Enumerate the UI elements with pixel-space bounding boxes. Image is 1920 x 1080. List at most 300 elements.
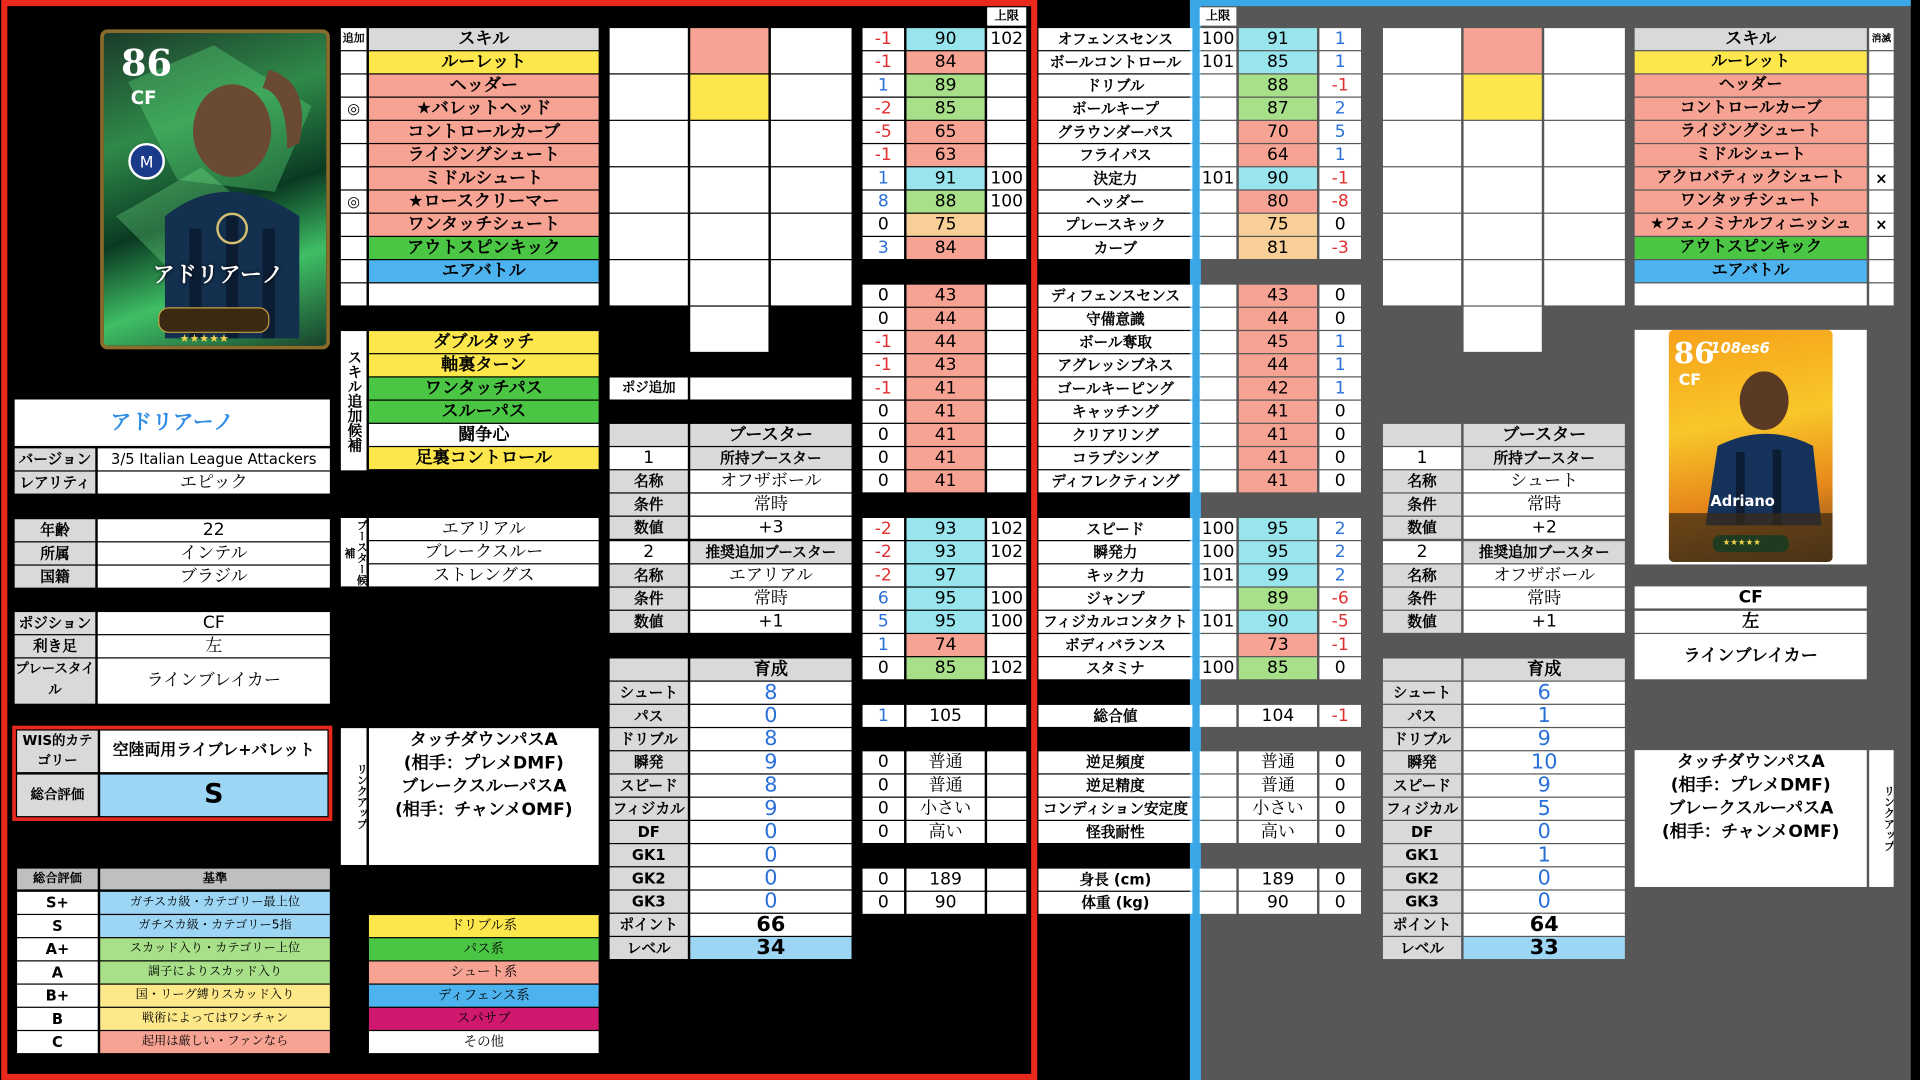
train-value: 0 xyxy=(1464,867,1625,889)
booster-label: 名称 xyxy=(1383,564,1461,586)
booster-cond: 常時 xyxy=(1464,494,1625,516)
left-cap: 102 xyxy=(987,541,1026,563)
left-cap xyxy=(987,892,1026,914)
train-value: 6 xyxy=(1464,682,1625,704)
stat-name: 身長 (cm) xyxy=(1038,869,1192,891)
right-value: 41 xyxy=(1239,424,1317,446)
left-value: 90 xyxy=(907,892,985,914)
booster-label: 数値 xyxy=(1383,611,1461,633)
skill-cand-label: スキル追加候補 xyxy=(341,331,367,470)
right-value: 89 xyxy=(1239,588,1317,610)
booster-candidate: ブレークスルー xyxy=(369,541,599,563)
right-value: 44 xyxy=(1239,308,1317,330)
left-value: 41 xyxy=(907,401,985,423)
grid-cell xyxy=(1544,167,1625,212)
right-diff: 0 xyxy=(1319,424,1361,446)
right-cap xyxy=(1200,470,1237,492)
legend-head: 総合評価 xyxy=(17,869,98,890)
info-label: 年齢 xyxy=(15,519,96,541)
left-player-card xyxy=(100,29,330,349)
grid-cell xyxy=(771,214,852,259)
train-label: GK3 xyxy=(1383,891,1461,913)
right-diff: 0 xyxy=(1319,401,1361,423)
right-cap xyxy=(1200,588,1237,610)
right-link-text: タッチダウンパスA (相手：プレメDMF) ブレークスルーパスA (相手：チャンメOMF) xyxy=(1635,750,1867,887)
right-value: 70 xyxy=(1239,121,1317,143)
train-label: GK3 xyxy=(610,891,688,913)
right-value: 43 xyxy=(1239,285,1317,307)
overall-label: 総合評価 xyxy=(17,775,98,817)
train-label: DF xyxy=(1383,821,1461,843)
left-cap xyxy=(987,144,1026,166)
color-legend-item: スパサブ xyxy=(369,1008,599,1030)
right-skill-remove xyxy=(1869,51,1893,73)
booster-title: 推奨追加ブースター xyxy=(1464,541,1625,563)
info-label: レアリティ xyxy=(15,472,96,494)
left-value: 41 xyxy=(907,447,985,469)
stat-name: ボールキープ xyxy=(1038,98,1192,120)
right-cap xyxy=(1200,237,1237,259)
train-header: 育成 xyxy=(690,658,851,680)
left-diff: 5 xyxy=(863,611,905,633)
left-value: 63 xyxy=(907,144,985,166)
train-value: 8 xyxy=(690,682,851,704)
booster-label: 条件 xyxy=(610,588,688,610)
right-diff: 1 xyxy=(1319,354,1361,376)
skill-mark xyxy=(341,75,367,97)
right-skill-remove xyxy=(1869,144,1893,166)
right-diff: -3 xyxy=(1319,237,1361,259)
booster-val: +1 xyxy=(690,611,851,633)
booster-cond: 常時 xyxy=(1464,588,1625,610)
stat-name: 守備意識 xyxy=(1038,308,1192,330)
right-skill-item: ヘッダー xyxy=(1635,75,1867,97)
left-value: 75 xyxy=(907,214,985,236)
stat-name: ヘッダー xyxy=(1038,191,1192,213)
stat-name: 瞬発力 xyxy=(1038,541,1192,563)
train-label: GK1 xyxy=(610,844,688,866)
skill-candidate: 足裏コントロール xyxy=(369,447,599,469)
stat-name: クリアリング xyxy=(1038,424,1192,446)
right-cap xyxy=(1200,75,1237,97)
left-value: 74 xyxy=(907,634,985,656)
left-diff: 0 xyxy=(863,447,905,469)
info-label: ポジション xyxy=(15,612,96,634)
right-skill-remove: × xyxy=(1869,167,1893,189)
stat-name: ディフレクティング xyxy=(1038,470,1192,492)
grid-cell xyxy=(610,121,688,166)
skill-item: ルーレット xyxy=(369,51,599,73)
left-cap xyxy=(987,354,1026,376)
grid-cell xyxy=(1383,121,1461,166)
left-cap xyxy=(987,447,1026,469)
right-value: 普通 xyxy=(1239,775,1317,797)
stat-name: オフェンスセンス xyxy=(1038,28,1192,50)
right-value: 88 xyxy=(1239,75,1317,97)
right-diff: 2 xyxy=(1319,98,1361,120)
grid-cell xyxy=(1383,28,1461,73)
train-label: ドリブル xyxy=(610,728,688,750)
left-diff: -1 xyxy=(863,144,905,166)
booster-cond: 常時 xyxy=(690,494,851,516)
grid-cell xyxy=(690,28,768,73)
booster-label: 数値 xyxy=(610,517,688,539)
skill-item: ヘッダー xyxy=(369,75,599,97)
left-diff: 1 xyxy=(863,167,905,189)
color-legend-item: ドリブル系 xyxy=(369,915,599,937)
left-cap xyxy=(987,751,1026,773)
left-value: 97 xyxy=(907,564,985,586)
grade-desc: 調子によりスカッド入り xyxy=(100,961,330,983)
right-link-label: リンクアップ xyxy=(1869,750,1893,887)
grid-cell xyxy=(690,307,768,352)
right-cap xyxy=(1200,424,1237,446)
stat-name: ボール奪取 xyxy=(1038,331,1192,353)
booster-title: 所持ブースター xyxy=(1464,447,1625,469)
grade-code: B xyxy=(17,1008,98,1030)
right-value: 42 xyxy=(1239,378,1317,400)
right-skill-remove xyxy=(1869,260,1893,282)
left-cap xyxy=(987,98,1026,120)
grid-cell xyxy=(690,260,768,305)
booster-label: 数値 xyxy=(610,611,688,633)
right-value: 81 xyxy=(1239,237,1317,259)
left-cap xyxy=(987,121,1026,143)
grid-cell xyxy=(610,167,688,212)
left-cap xyxy=(987,470,1026,492)
stat-name: キャッチング xyxy=(1038,401,1192,423)
left-cap xyxy=(987,331,1026,353)
left-cap xyxy=(987,775,1026,797)
left-diff: -2 xyxy=(863,518,905,540)
skill-mark xyxy=(341,51,367,73)
grid-cell xyxy=(690,75,768,120)
train-label: 瞬発 xyxy=(610,751,688,773)
left-value: 105 xyxy=(907,705,985,727)
left-diff: 0 xyxy=(863,214,905,236)
train-label: GK1 xyxy=(1383,844,1461,866)
right-cap xyxy=(1200,634,1237,656)
train-label: 瞬発 xyxy=(1383,751,1461,773)
grid-cell xyxy=(610,214,688,259)
right-cap xyxy=(1200,121,1237,143)
left-value: 90 xyxy=(907,28,985,50)
right-cap xyxy=(1200,401,1237,423)
right-cap: 100 xyxy=(1200,657,1237,679)
train-value: 1 xyxy=(1464,705,1625,727)
left-diff: 1 xyxy=(863,634,905,656)
grid-cell xyxy=(1464,121,1542,166)
grid-cell xyxy=(1383,75,1461,120)
info-label: 国籍 xyxy=(15,566,96,588)
train-value: 9 xyxy=(1464,775,1625,797)
train-value: 0 xyxy=(690,891,851,913)
booster-no: 1 xyxy=(610,447,688,469)
right-cap xyxy=(1200,447,1237,469)
skill-header: スキル xyxy=(369,28,599,50)
train-value: 8 xyxy=(690,775,851,797)
train-value: 0 xyxy=(690,867,851,889)
booster-candidate: エアリアル xyxy=(369,518,599,540)
right-cap: 101 xyxy=(1200,564,1237,586)
train-value: 0 xyxy=(690,705,851,727)
stat-name: グラウンダーパス xyxy=(1038,121,1192,143)
right-value: 95 xyxy=(1239,518,1317,540)
right-diff: 1 xyxy=(1319,28,1361,50)
right-skill-item: ワンタッチシュート xyxy=(1635,191,1867,213)
skill-mark xyxy=(341,237,367,259)
point-value: 64 xyxy=(1464,914,1625,936)
left-cap xyxy=(987,401,1026,423)
stat-name: アグレッシブネス xyxy=(1038,354,1192,376)
left-value: 95 xyxy=(907,588,985,610)
left-value: 85 xyxy=(907,657,985,679)
stat-name: ディフェンスセンス xyxy=(1038,285,1192,307)
grid-cell xyxy=(1464,307,1542,352)
skill-item: エアバトル xyxy=(369,260,599,282)
left-value: 88 xyxy=(907,191,985,213)
grid-cell xyxy=(771,28,852,73)
info-label: 利き足 xyxy=(15,635,96,657)
right-cap xyxy=(1200,354,1237,376)
left-card-stars: ★★★★★ xyxy=(179,333,229,346)
right-diff: -1 xyxy=(1319,75,1361,97)
right-skill-item: アウトスピンキック xyxy=(1635,237,1867,259)
skill-mark xyxy=(341,144,367,166)
right-value: 90 xyxy=(1239,611,1317,633)
booster-label: 名称 xyxy=(610,470,688,492)
right-value: 41 xyxy=(1239,401,1317,423)
right-player-card xyxy=(1635,330,1867,565)
right-position: CF xyxy=(1635,586,1867,608)
overall-value: S xyxy=(100,775,327,817)
right-skill-item: ルーレット xyxy=(1635,51,1867,73)
left-link-label: リンクアップ xyxy=(341,728,367,865)
left-diff: -2 xyxy=(863,541,905,563)
posi-add-label: ポジ追加 xyxy=(610,378,688,400)
info-value: 3/5 Italian League Attackers xyxy=(98,448,330,470)
right-value: 189 xyxy=(1239,869,1317,891)
posi-add-value xyxy=(690,378,851,400)
right-diff: 1 xyxy=(1319,331,1361,353)
left-diff: -1 xyxy=(863,354,905,376)
train-label: DF xyxy=(610,821,688,843)
left-card-name: アドリアーノ xyxy=(152,262,284,289)
grid-cell xyxy=(1464,28,1542,73)
skill-mark xyxy=(341,121,367,143)
skill-item: アウトスピンキック xyxy=(369,237,599,259)
left-diff: -2 xyxy=(863,564,905,586)
stat-name: プレースキック xyxy=(1038,214,1192,236)
skill-item: ワンタッチシュート xyxy=(369,214,599,236)
skill-candidate: 闘争心 xyxy=(369,424,599,446)
left-cap xyxy=(987,564,1026,586)
stat-name: スピード xyxy=(1038,518,1192,540)
left-cap: 102 xyxy=(987,518,1026,540)
left-player-name: アドリアーノ xyxy=(15,399,330,445)
skill-candidate: 軸裏ターン xyxy=(369,354,599,376)
skill-candidate: ワンタッチパス xyxy=(369,378,599,400)
right-value: 73 xyxy=(1239,634,1317,656)
booster-label: 名称 xyxy=(1383,470,1461,492)
right-diff: 2 xyxy=(1319,541,1361,563)
booster-val: +1 xyxy=(1464,611,1625,633)
right-value: 99 xyxy=(1239,564,1317,586)
train-label: GK2 xyxy=(1383,867,1461,889)
right-skill-item: コントロールカーブ xyxy=(1635,98,1867,120)
right-diff: 0 xyxy=(1319,751,1361,773)
grid-cell xyxy=(1383,167,1461,212)
train-label: ドリブル xyxy=(1383,728,1461,750)
right-diff: 0 xyxy=(1319,892,1361,914)
train-value: 0 xyxy=(1464,821,1625,843)
grid-cell xyxy=(771,75,852,120)
skill-add-label: 追加 xyxy=(341,28,367,50)
left-diff: 0 xyxy=(863,751,905,773)
booster-name: オフザボール xyxy=(690,470,851,492)
right-cap: 100 xyxy=(1200,541,1237,563)
booster-no: 2 xyxy=(610,541,688,563)
left-diff: 0 xyxy=(863,821,905,843)
right-cap: 100 xyxy=(1200,518,1237,540)
skill-item: ★ロースクリーマー xyxy=(369,191,599,213)
right-cap: 101 xyxy=(1200,167,1237,189)
left-value: 41 xyxy=(907,424,985,446)
booster-no: 2 xyxy=(1383,541,1461,563)
right-cap xyxy=(1200,98,1237,120)
left-value: 65 xyxy=(907,121,985,143)
grade-code: C xyxy=(17,1031,98,1053)
skill-item xyxy=(369,283,599,305)
color-legend-item: その他 xyxy=(369,1031,599,1053)
left-cap-label: 上限 xyxy=(987,7,1026,25)
right-cap xyxy=(1200,751,1237,773)
right-diff: 0 xyxy=(1319,470,1361,492)
left-cap: 100 xyxy=(987,167,1026,189)
info-value: 左 xyxy=(98,635,330,657)
stat-name: 怪我耐性 xyxy=(1038,821,1192,843)
train-label: パス xyxy=(610,705,688,727)
right-value: 80 xyxy=(1239,191,1317,213)
left-value: 95 xyxy=(907,611,985,633)
left-diff: 6 xyxy=(863,588,905,610)
skill-item: ミドルシュート xyxy=(369,167,599,189)
left-value: 普通 xyxy=(907,775,985,797)
left-diff: 0 xyxy=(863,892,905,914)
grid-cell xyxy=(1464,214,1542,259)
right-value: 小さい xyxy=(1239,798,1317,820)
color-legend-item: パス系 xyxy=(369,938,599,960)
right-diff: 0 xyxy=(1319,285,1361,307)
left-diff: 1 xyxy=(863,705,905,727)
left-diff: 0 xyxy=(863,775,905,797)
info-label: バージョン xyxy=(15,448,96,470)
grade-desc: 国・リーグ縛りスカッド入り xyxy=(100,985,330,1007)
booster-header: ブースター xyxy=(1464,424,1625,446)
booster-name: エアリアル xyxy=(690,564,851,586)
right-skill-remove xyxy=(1869,75,1893,97)
stat-name: カーブ xyxy=(1038,237,1192,259)
wis-label: WIS的カテゴリー xyxy=(17,731,98,773)
stat-name: フライパス xyxy=(1038,144,1192,166)
grade-code: A+ xyxy=(17,938,98,960)
booster-label: 数値 xyxy=(1383,517,1461,539)
grid-cell xyxy=(1544,75,1625,120)
booster-cond: 常時 xyxy=(690,588,851,610)
left-cap xyxy=(987,869,1026,891)
left-link-text: タッチダウンパスA (相手：プレメDMF) ブレークスルーパスA (相手：チャンメOMF) xyxy=(369,728,599,865)
left-cap xyxy=(987,75,1026,97)
stat-name: コラプシング xyxy=(1038,447,1192,469)
booster-blank xyxy=(610,424,688,446)
right-diff: 0 xyxy=(1319,657,1361,679)
info-value: インテル xyxy=(98,542,330,564)
right-diff: 0 xyxy=(1319,308,1361,330)
right-skill-item: ミドルシュート xyxy=(1635,144,1867,166)
grid-cell xyxy=(1383,214,1461,259)
right-cap xyxy=(1200,775,1237,797)
left-diff: 8 xyxy=(863,191,905,213)
grade-desc: 起用は厳しい・ファンなら xyxy=(100,1031,330,1053)
booster-name: オフザボール xyxy=(1464,564,1625,586)
right-diff: -1 xyxy=(1319,705,1361,727)
train-header: 育成 xyxy=(1464,658,1625,680)
left-cap xyxy=(987,821,1026,843)
left-value: 44 xyxy=(907,308,985,330)
grid-cell xyxy=(610,260,688,305)
right-value: 91 xyxy=(1239,28,1317,50)
level-value: 34 xyxy=(690,937,851,959)
left-diff: 0 xyxy=(863,424,905,446)
left-value: 84 xyxy=(907,237,985,259)
grade-desc: スカッド入り・カテゴリー上位 xyxy=(100,938,330,960)
right-cap xyxy=(1200,892,1237,914)
left-cap xyxy=(987,634,1026,656)
booster-label: 名称 xyxy=(610,564,688,586)
right-diff: 0 xyxy=(1319,447,1361,469)
train-value: 9 xyxy=(690,798,851,820)
stat-name: ドリブル xyxy=(1038,75,1192,97)
booster-no: 1 xyxy=(1383,447,1461,469)
left-cap xyxy=(987,378,1026,400)
train-value: 0 xyxy=(1464,891,1625,913)
info-value: ラインブレイカー xyxy=(98,658,330,703)
skill-item: ライジングシュート xyxy=(369,144,599,166)
right-value: 44 xyxy=(1239,354,1317,376)
right-value: 64 xyxy=(1239,144,1317,166)
grid-cell xyxy=(690,214,768,259)
left-diff: -1 xyxy=(863,378,905,400)
left-cap xyxy=(987,705,1026,727)
svg-text:M: M xyxy=(139,152,154,172)
right-value: 75 xyxy=(1239,214,1317,236)
skill-mark xyxy=(341,260,367,282)
left-diff: 0 xyxy=(863,470,905,492)
left-cap xyxy=(987,51,1026,73)
grid-cell xyxy=(1544,28,1625,73)
right-value: 90 xyxy=(1239,892,1317,914)
right-cap xyxy=(1200,308,1237,330)
left-diff: -1 xyxy=(863,331,905,353)
skill-mark xyxy=(341,167,367,189)
right-diff: 1 xyxy=(1319,378,1361,400)
grade-desc: ガチスカ級・カテゴリー5指 xyxy=(100,915,330,937)
point-value: 66 xyxy=(690,914,851,936)
right-value: 90 xyxy=(1239,167,1317,189)
right-card-position: CF xyxy=(1678,371,1702,390)
right-cap xyxy=(1200,144,1237,166)
level-value: 33 xyxy=(1464,937,1625,959)
